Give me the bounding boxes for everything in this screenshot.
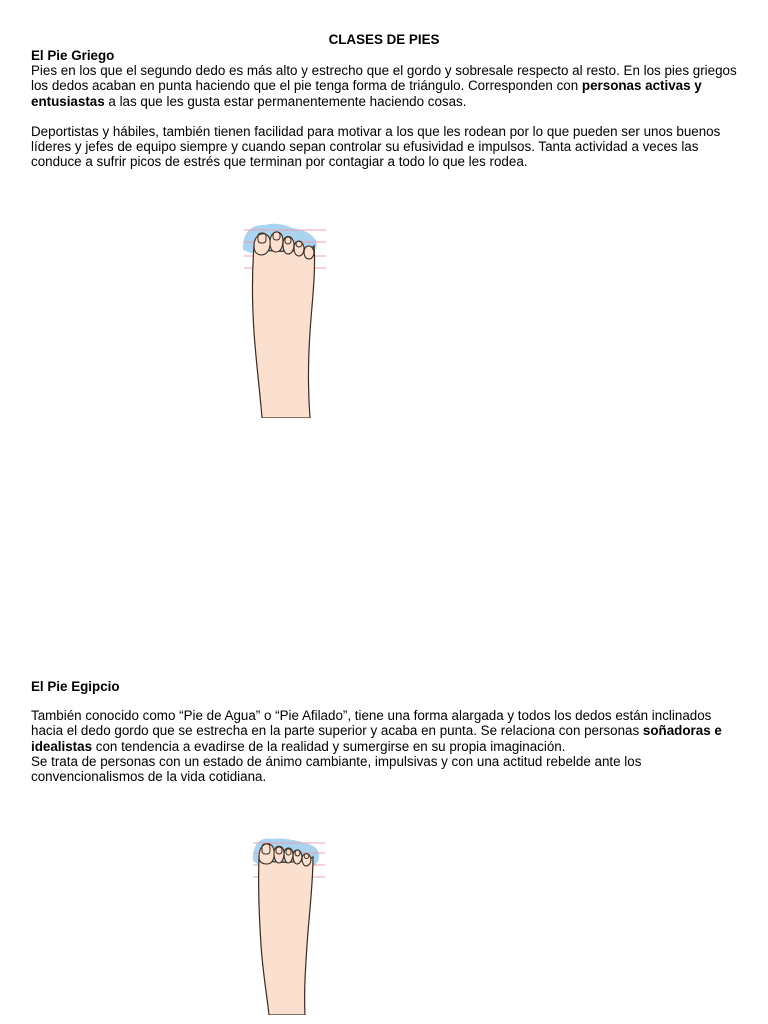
section-paragraph <box>31 63 743 109</box>
paragraph-text: con tendencia a evadirse de la realidad y sumergirse en su propia imaginación. <box>92 738 566 754</box>
foot-shape <box>253 246 315 418</box>
greek-foot-illustration <box>240 222 340 418</box>
section-pie-griego <box>31 48 743 169</box>
section-heading: El Pie Egipcio <box>31 679 120 694</box>
section-paragraph: Deportistas y hábiles, también tienen facilidad para motivar a los que les rodean por lo que pueden ser unos buenos líderes y jefes de equipo siempre y cuando sepan controlar su efusividad e impulsos. Tanta actividad a veces las conduce a sufrir picos de estrés que terminan por contagiar a todo lo que les rodea. <box>31 123 721 170</box>
paragraph-bold-text: soñadoras e idealistas <box>31 723 722 754</box>
paragraph-text: Pies en los que el segundo dedo es más alto y estrecho que el gordo y sobresale respecto al resto. En los pies griegos los dedos acaban en punta haciendo que el pie tenga forma de triángulo. Corresponden con <box>31 63 737 94</box>
paragraph-text: a las que les gusta estar permanentemente haciendo cosas. <box>104 93 467 109</box>
section-paragraph <box>31 708 743 754</box>
section-paragraph: Se trata de personas con un estado de ánimo cambiante, impulsivas y con una actitud rebelde ante los convencionalismos de la vida cotidiana. <box>31 753 642 785</box>
document-title: CLASES DE PIES <box>328 32 440 47</box>
paragraph-text: También conocido como “Pie de Agua” o “Pie Afilado”, tiene una forma alargada y todos los dedos están inclinados hacia el dedo gordo que se estrecha en la parte superior y acaba en punta. Se relaciona con personas <box>31 708 712 739</box>
paragraph-bold-text: personas activas y entusiastas <box>31 78 702 109</box>
section-heading: El Pie Griego <box>31 48 115 63</box>
egyptian-foot-illustration <box>249 835 329 1015</box>
foot-shape <box>259 857 313 1015</box>
section-pie-egipcio <box>31 679 743 784</box>
